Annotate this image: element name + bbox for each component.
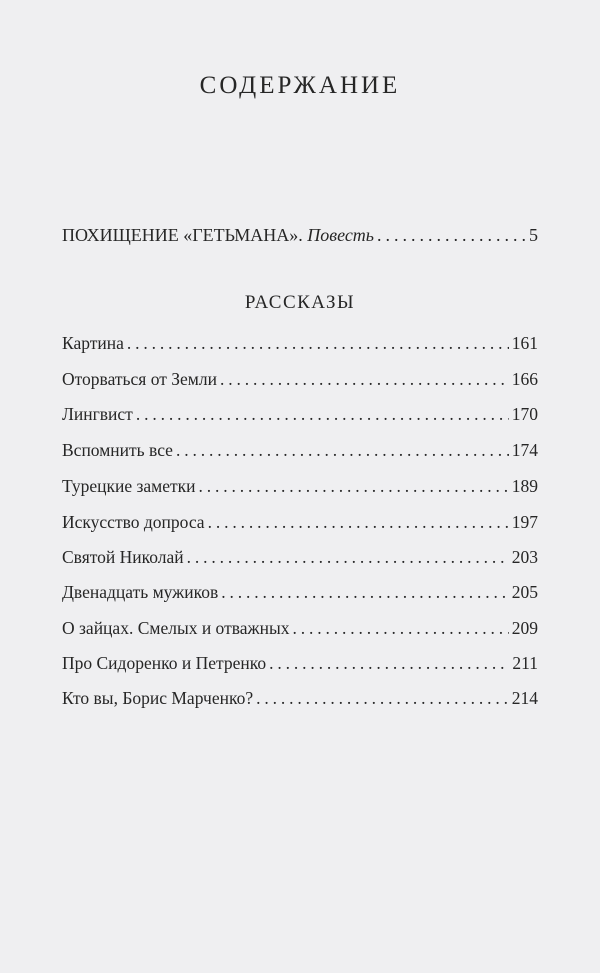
dot-leader — [199, 476, 509, 497]
toc-page-number: 166 — [511, 369, 538, 389]
toc-entry-title: Искусство допроса — [62, 512, 205, 532]
toc-page-number: 189 — [511, 476, 538, 496]
toc-entry-title — [62, 225, 374, 246]
dot-leader — [220, 369, 509, 390]
toc-entry-title: Кто вы, Борис Марченко? — [62, 688, 254, 708]
toc-page-number: 170 — [511, 404, 538, 424]
toc-page-number: 209 — [511, 618, 538, 638]
dot-leader — [136, 404, 509, 425]
toc-entry — [62, 547, 538, 568]
toc-entry — [62, 653, 538, 674]
toc-page-number: 161 — [511, 333, 538, 353]
toc-entry — [62, 688, 538, 709]
toc-entry-title: Оторваться от Земли — [62, 369, 217, 389]
dot-leader — [176, 440, 509, 461]
toc-page-number: 5 — [529, 225, 538, 245]
toc-page-number: 174 — [511, 440, 538, 460]
toc-entry-title: Святой Николай — [62, 547, 184, 567]
dot-leader — [256, 688, 509, 709]
dot-leader — [187, 547, 509, 568]
toc-entry — [62, 440, 538, 461]
dot-leader — [377, 225, 526, 246]
dot-leader — [293, 618, 509, 639]
entry-title-text: ПОХИЩЕНИЕ «ГЕТЬМАНА». — [62, 225, 303, 245]
toc-entry-title: Двенадцать мужиков — [62, 582, 219, 602]
toc-entry — [62, 369, 538, 390]
toc-entry — [62, 582, 538, 603]
toc-page-number: 211 — [512, 653, 538, 673]
dot-leader — [221, 582, 508, 603]
toc-entry-title: Вспомнить все — [62, 440, 173, 460]
page-title: СОДЕРЖАНИЕ — [199, 72, 401, 99]
toc-entry — [62, 476, 538, 497]
toc-page-number: 205 — [511, 582, 538, 602]
toc-entry — [62, 512, 538, 533]
toc-entry-title: Картина — [62, 333, 124, 353]
toc-entry-main — [62, 225, 538, 246]
dot-leader — [127, 333, 509, 354]
toc-entry-title: Про Сидоренко и Петренко — [62, 653, 267, 673]
toc-page-number: 214 — [511, 688, 538, 708]
toc-page-number: 203 — [511, 547, 538, 567]
dot-leader — [208, 512, 509, 533]
toc-page-number: 197 — [511, 512, 538, 532]
section-heading: РАССКАЗЫ — [244, 292, 356, 313]
entry-genre: Повесть — [307, 225, 374, 245]
toc-entry — [62, 404, 538, 425]
toc-entry-title: Турецкие заметки — [62, 476, 196, 496]
toc-entry — [62, 333, 538, 354]
dot-leader — [269, 653, 509, 674]
toc-entry-title: О зайцах. Смелых и отважных — [62, 618, 290, 638]
toc-entry — [62, 618, 538, 639]
toc-entry-title: Лингвист — [62, 404, 133, 424]
